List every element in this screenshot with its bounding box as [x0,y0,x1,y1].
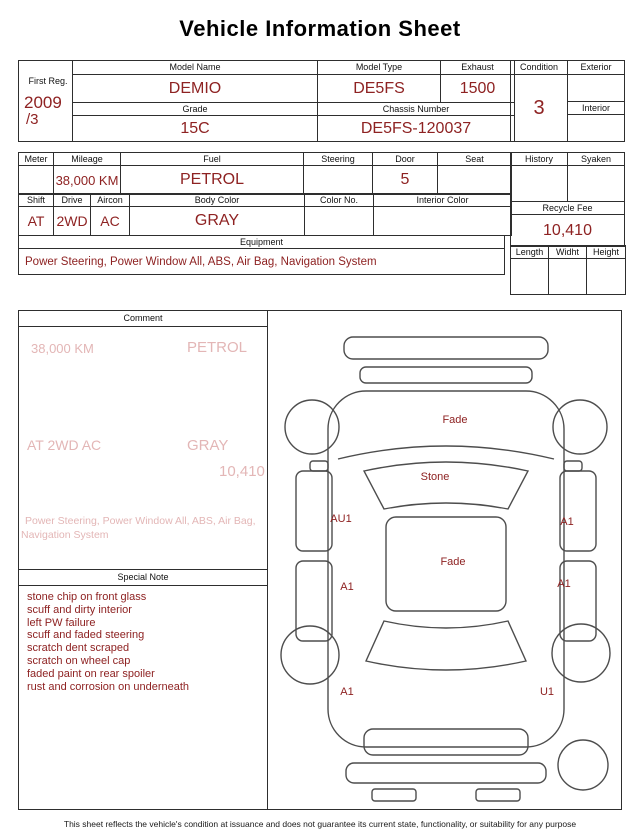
exhaust-value: 1500 [441,75,515,103]
history-label: History [511,153,568,166]
front-bumper-shape [344,337,548,359]
rear-right-wheel-shape [552,624,610,682]
windshield-shape [364,462,528,509]
width-label: Widht [549,246,587,259]
special-note-item: left PW failure [27,616,96,629]
condition-table [510,60,625,142]
rear-window-shape [366,621,526,670]
special-note-header: Special Note [19,569,267,586]
left-front-door-shape [296,471,332,551]
height-value-cell [587,259,626,295]
fuel-value: PETROL [121,166,304,195]
height-label: Height [587,246,626,259]
interior-color-label: Interior Color [374,194,512,207]
chassis-value: DE5FS-120037 [318,116,515,142]
rear-left-wheel-shape [281,626,339,684]
condition-label: Condition [511,61,568,75]
left-rear-door-shape [296,561,332,641]
color-no-value-cell [305,207,374,236]
damage-label-a1-right-rear: A1 [557,578,571,590]
specs-table-row2 [18,193,512,236]
special-note-item: stone chip on front glass [27,591,147,603]
ghost-text: Navigation System [21,529,109,541]
comment-header: Comment [19,311,267,327]
damage-label-a1-left-rear: A1 [340,581,354,593]
damage-label-fade-hood: Fade [442,414,468,426]
condition-value: 3 [511,75,568,142]
page-title: Vehicle Information Sheet [179,16,461,41]
seat-value-cell [438,166,512,195]
shift-label: Shift [19,194,54,207]
color-no-label: Color No. [305,194,374,207]
model-name-label: Model Name [73,61,318,75]
mileage-value: 38,000 KM [54,166,121,195]
specs-table-row1 [18,152,512,195]
dimensions-table [510,245,626,295]
door-value: 5 [373,166,438,195]
equipment-label: Equipment [19,236,505,249]
ghost-text: GRAY [187,437,229,454]
comment-column [19,311,268,809]
rear-trim-left-shape [372,789,416,801]
exterior-value-cell [568,75,625,102]
syaken-label: Syaken [568,153,625,166]
damage-label-fade-roof: Fade [440,556,466,568]
model-info-table [18,60,515,142]
spare-wheel-shape [558,740,608,790]
first-reg-cell [19,61,73,142]
fuel-label: Fuel [121,153,304,166]
special-note-item: scratch on wheel cap [27,654,131,667]
car-diagram [268,311,621,809]
body-color-label: Body Color [130,194,305,207]
syaken-value-cell [568,166,625,202]
exhaust-label: Exhaust [441,61,515,75]
ghost-text: 38,000 KM [31,341,94,356]
drive-label: Drive [54,194,91,207]
ghost-text: 10,410 [219,463,265,480]
model-type-label: Model Type [318,61,441,75]
interior-label: Interior [568,102,625,115]
damage-label-stone-windshield: Stone [420,471,450,483]
special-note-item: scratch dent scraped [27,642,130,655]
length-label: Length [511,246,549,259]
model-name-value: DEMIO [73,75,318,103]
left-mirror-shape [310,461,328,471]
damage-label-a1-right-front: A1 [560,516,574,528]
width-value-cell [549,259,587,295]
steering-label: Steering [304,153,373,166]
damage-label-au1-left-front: AU1 [330,513,352,525]
equipment-value: Power Steering, Power Window All, ABS, Air Bag, Navigation System [19,249,505,275]
first-reg-month: /3 [26,110,39,128]
special-note-list [19,586,267,809]
aircon-label: Aircon [91,194,130,207]
exterior-label: Exterior [568,61,625,75]
car-body-shape [328,391,564,747]
meter-value-cell [19,166,54,195]
shift-value: AT [19,207,54,236]
special-note-item: scuff and faded steering [27,629,145,642]
first-reg-label: First Reg. [28,75,68,86]
meter-label: Meter [19,153,54,166]
special-note-item: scuff and dirty interior [27,603,132,616]
interior-color-value-cell [374,207,512,236]
front-right-wheel-shape [553,400,607,454]
hood-line [338,446,554,459]
ghost-text: Power Steering, Power Window All, ABS, Air Bag, [25,515,256,527]
grade-label: Grade [73,103,318,116]
history-table [510,152,625,247]
steering-value-cell [304,166,373,195]
recycle-fee-label: Recycle Fee [511,202,625,215]
chassis-label: Chassis Number [318,103,515,116]
damage-label-u1-right-quarter: U1 [539,686,555,698]
disclaimer-text: This sheet reflects the vehicle's condition at issuance and does not guarantee its current state, functionality, or suitability for any purpose [63,819,577,829]
rear-bumper-shape [346,763,546,783]
body-color-value: GRAY [130,207,305,236]
damage-label-a1-left-quarter: A1 [340,686,354,698]
special-note-item: rust and corrosion on underneath [27,680,190,693]
comment-area [19,327,267,569]
recycle-fee-value: 10,410 [511,215,625,247]
seat-label: Seat [438,153,512,166]
door-label: Door [373,153,438,166]
rear-trim-right-shape [476,789,520,801]
first-reg-year: 2009 [24,92,62,112]
grade-value: 15C [73,116,318,142]
ghost-text: AT 2WD AC [27,437,102,453]
front-grille-shape [360,367,532,383]
right-mirror-shape [564,461,582,471]
special-note-item: faded paint on rear spoiler [27,667,155,680]
ghost-text: PETROL [187,339,248,356]
interior-value-cell [568,115,625,142]
history-value-cell [511,166,568,202]
length-value-cell [511,259,549,295]
diagram-panel [268,311,621,809]
drive-value: 2WD [54,207,91,236]
lower-section [18,310,622,810]
trunk-shape [364,729,528,755]
mileage-label: Mileage [54,153,121,166]
aircon-value: AC [91,207,130,236]
model-type-value: DE5FS [318,75,441,103]
front-left-wheel-shape [285,400,339,454]
equipment-table [18,235,505,275]
right-front-door-shape [560,471,596,551]
